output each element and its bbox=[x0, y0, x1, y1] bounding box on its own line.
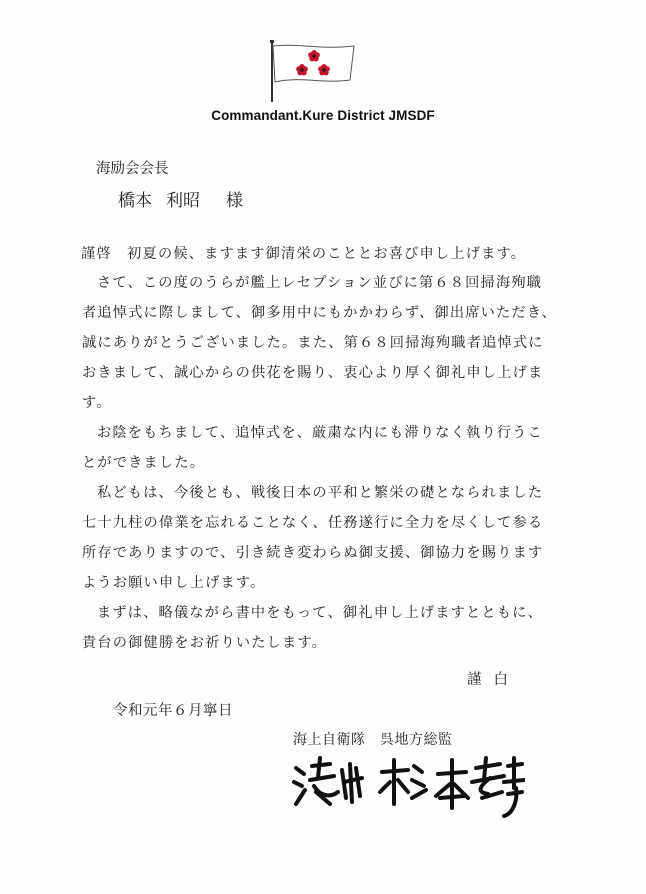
jmsdf-flag-icon bbox=[268, 40, 358, 102]
recipient-title: 海励会会長 bbox=[96, 161, 169, 177]
recipient-name bbox=[118, 186, 243, 211]
body-line: お陰をもちまして、追悼式を、厳粛な内にも滞りなく執り行うこ bbox=[97, 425, 543, 441]
body-line: 誠にありがとうございました。また、第６８回掃海殉職者追悼式に bbox=[82, 335, 544, 351]
body-line: す。 bbox=[82, 395, 112, 411]
body-line: まずは、略儀ながら書中をもって、御礼申し上げますとともに、 bbox=[97, 605, 543, 621]
body-line: とができました。 bbox=[82, 455, 206, 471]
body-line: 謹啓 初夏の候、ますます御清栄のこととお喜び申し上げます。 bbox=[81, 246, 527, 262]
recipient-family-name: 橋本 bbox=[118, 191, 152, 211]
recipient-given-name: 利昭 bbox=[166, 191, 200, 211]
body-line: さて、この度のうらが艦上レセプション並びに第６８回掃海殉職 bbox=[97, 275, 543, 291]
handwritten-signature bbox=[290, 752, 525, 824]
body-line: 所存でありますので、引き続き変わらぬ御支援、御協力を賜ります bbox=[82, 545, 544, 561]
body-line: 七十九柱の偉業を忘れることなく、任務遂行に全力を尽くして参る bbox=[82, 515, 544, 531]
body-line: 者追悼式に際しまして、御多用中にもかかわらず、御出席いただき、 bbox=[82, 305, 558, 321]
body-line: おきまして、誠心からの供花を賜り、衷心より厚く御礼申し上げま bbox=[82, 365, 544, 381]
letter-date: 令和元年６月寧日 bbox=[113, 703, 233, 719]
org-title: Commandant.Kure District JMSDF bbox=[211, 108, 435, 123]
body-line: 貴台の御健勝をお祈りいたします。 bbox=[82, 635, 328, 651]
body-line: ようお願い申し上げます。 bbox=[82, 575, 266, 591]
recipient-honorific: 様 bbox=[226, 191, 243, 211]
body-line: 私どもは、今後とも、戦後日本の平和と繁栄の礎となられました bbox=[97, 485, 544, 501]
closing-phrase: 謹白 bbox=[467, 672, 520, 688]
sender-title: 海上自衛隊 呉地方総監 bbox=[293, 732, 453, 748]
